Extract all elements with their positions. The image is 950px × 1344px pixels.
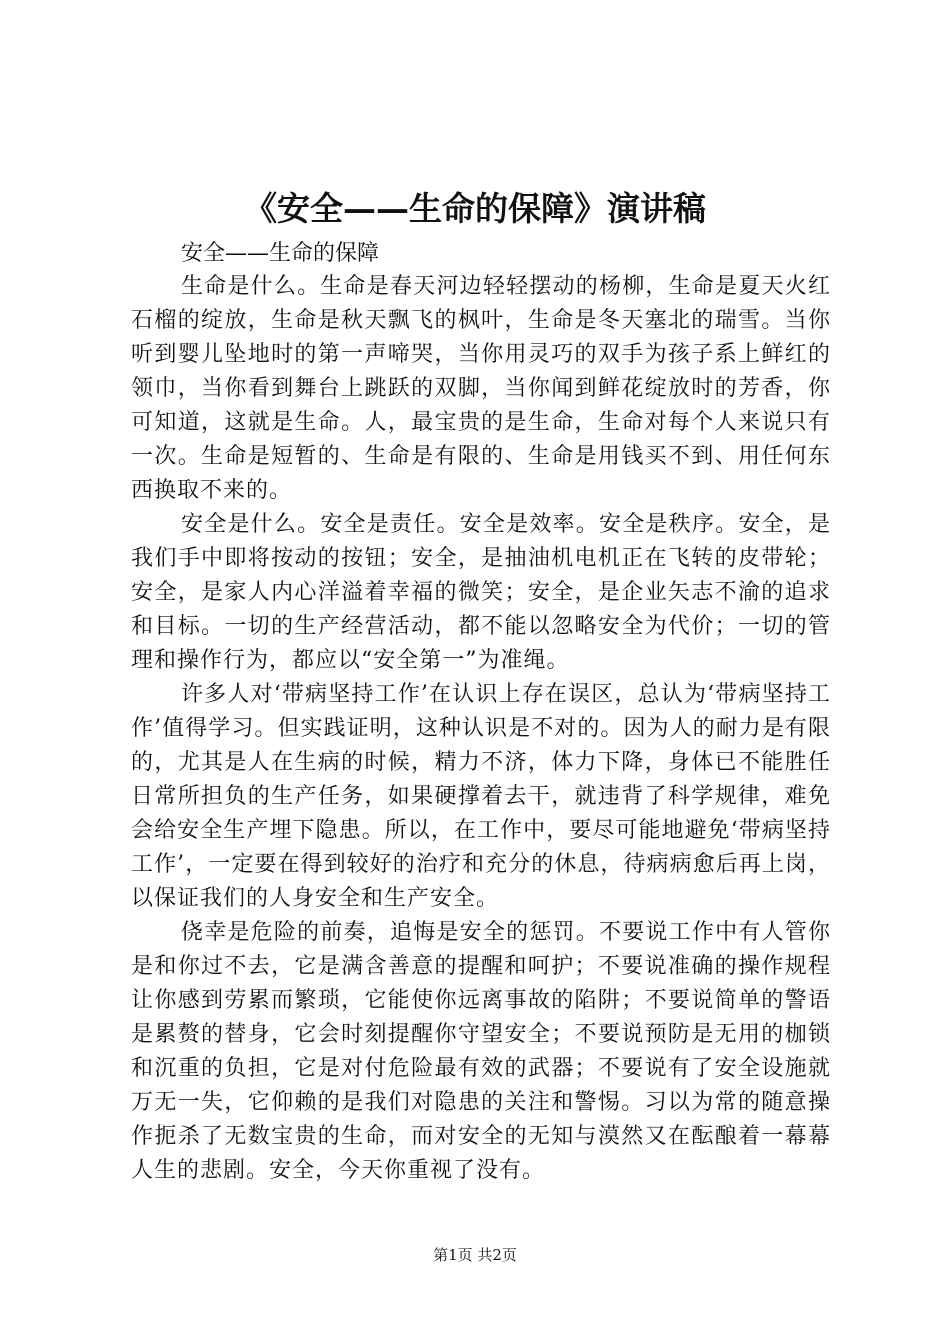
paragraph-safety: 安全是什么。安全是责任。安全是效率。安全是秩序。安全，是我们手中即将按动的按钮；安全，是抽油机电机正在飞转的皮带轮；安全，是家人内心洋溢着幸福的微笑；安全，是企业矢志不渝的追求和目标。一切的生产经营活动，都不能以忽略安全为代价；一切的管理和操作行为，都应以“安全第一”为准绳。 bbox=[131, 512, 831, 673]
document-subtitle: 安全——生命的保障 bbox=[181, 241, 380, 266]
paragraph-luck-danger: 侥幸是危险的前奏，追悔是安全的惩罚。不要说工作中有人管你是和你过不去，它是满含善意的提醒和呵护；不要说准确的操作规程让你感到劳累而繁琐，它能使你远离事故的陷阱；不要说简单的警语是累赘的替身，它会时刻提醒你守望安全；不要说预防是无用的枷锁和沉重的负担，它是对付危险最有效的武器；不要说有了安全设施就万无一失，它仰赖的是我们对隐患的关注和警惕。习以为常的随意操作扼杀了无数宝贵的生命，而对安全的无知与漠然又在酝酿着一幕幕人生的悲剧。安全，今天你重视了没有。 bbox=[131, 920, 831, 1183]
paragraph-life: 生命是什么。生命是春天河边轻轻摆动的杨柳，生命是夏天火红石榴的绽放，生命是秋天飘飞的枫叶，生命是冬天塞北的瑞雪。当你听到婴儿坠地时的第一声啼哭，当你用灵巧的双手为孩子系上鲜红的领巾，当你看到舞台上跳跃的双脚，当你闻到鲜花绽放时的芳香，你可知道，这就是生命。人，最宝贵的是生命，生命对每个人来说只有一次。生命是短暂的、生命是有限的、生命是用钱买不到、用任何东西换取不来的。 bbox=[131, 274, 831, 503]
document-body bbox=[131, 270, 831, 1188]
document-title: 《安全——生命的保障》演讲稿 bbox=[244, 189, 706, 228]
page-number-footer: 第1页 共2页 bbox=[433, 1246, 517, 1264]
paragraph-illness-work: 许多人对‘带病坚持工作’在认识上存在误区，总认为‘带病坚持工作’值得学习。但实践证明，这种认识是不对的。因为人的耐力是有限的，尤其是人在生病的时候，精力不济，体力下降，身体已不能胜任日常所担负的生产任务，如果硬撑着去干，就违背了科学规律，难免会给安全生产埋下隐患。所以，在工作中，要尽可能地避免‘带病坚持工作’，一定要在得到较好的治疗和充分的休息，待病病愈后再上岗，以保证我们的人身安全和生产安全。 bbox=[131, 682, 831, 911]
